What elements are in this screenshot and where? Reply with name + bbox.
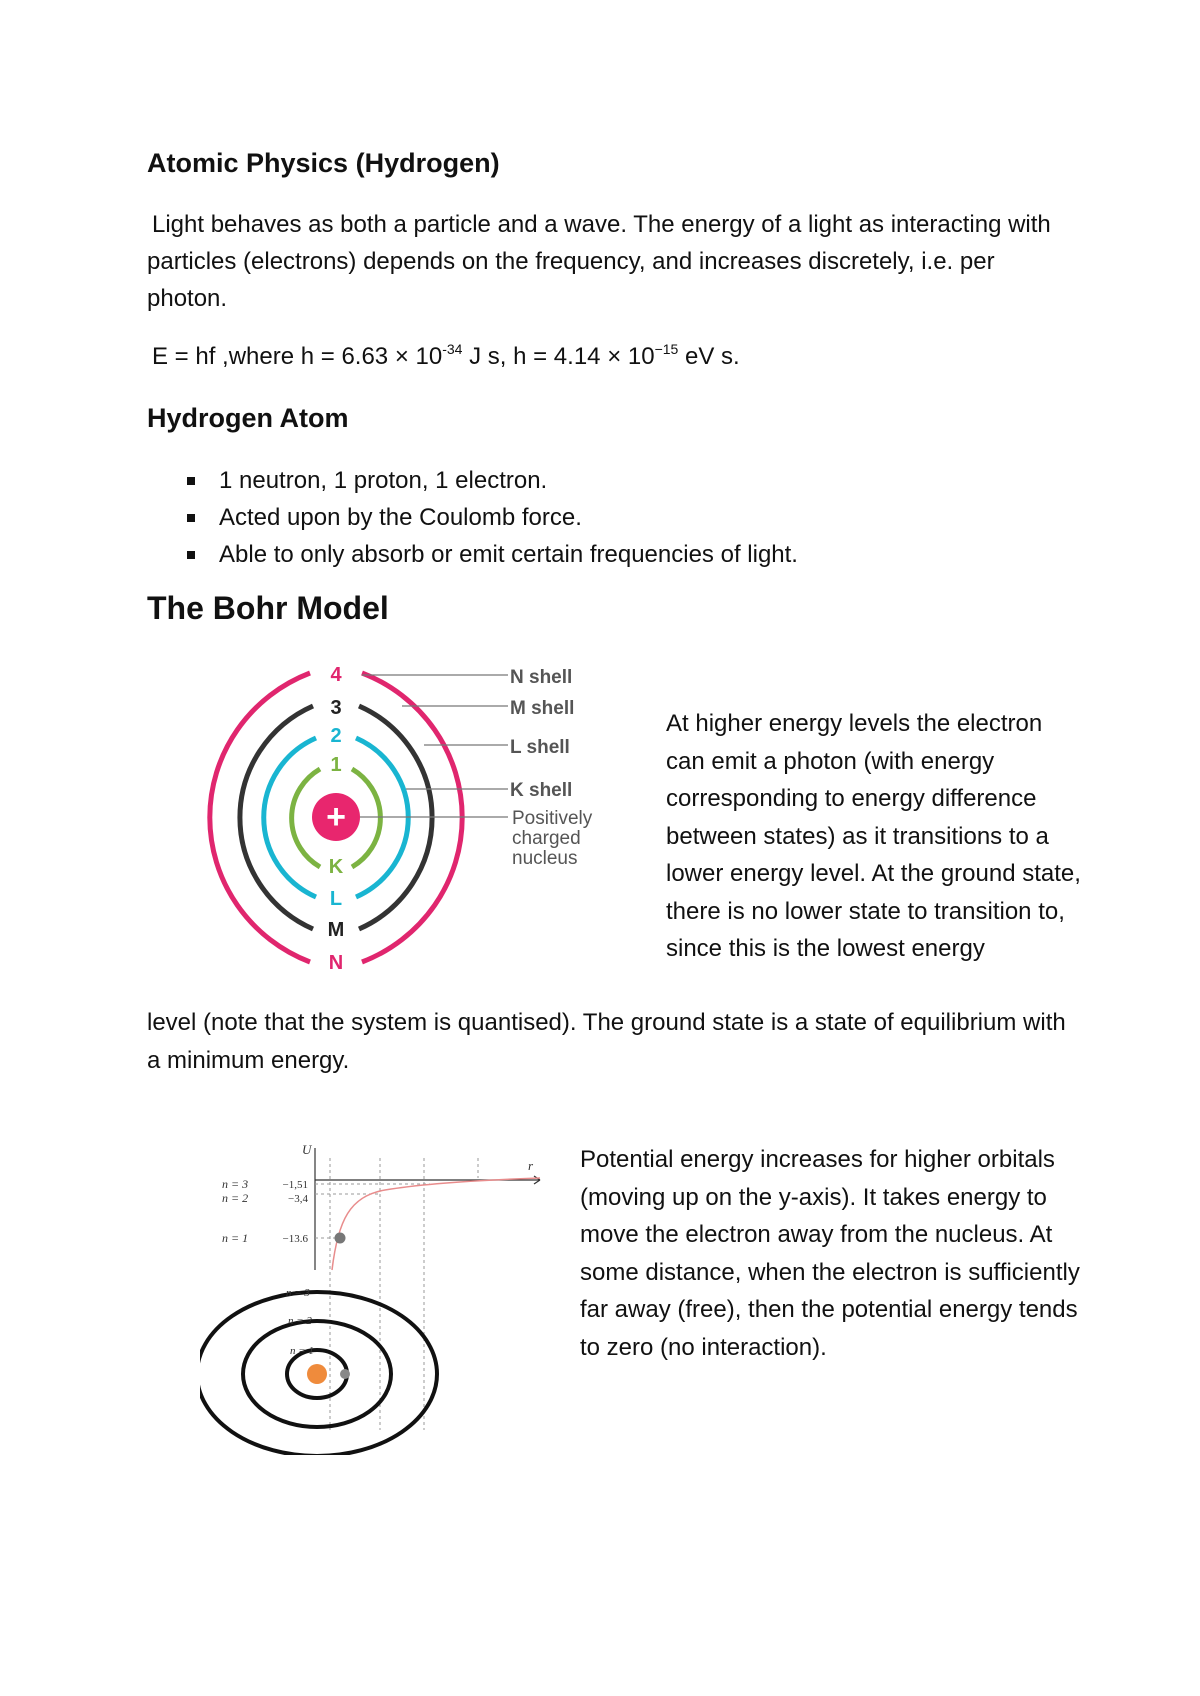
axis-u-label: U — [302, 1142, 312, 1157]
list-item: Able to only absorb or emit certain frequencies of light. — [147, 536, 798, 573]
orbit-label-n3: n = 3 — [286, 1287, 310, 1299]
shell-number-1: 1 — [330, 754, 342, 776]
orbit-label-n2: n = 2 — [288, 1315, 312, 1327]
list-item: 1 neutron, 1 proton, 1 electron. — [147, 462, 798, 499]
level-label-n2: n = 2 — [222, 1191, 249, 1205]
potential-energy-diagram — [200, 1130, 560, 1455]
formula-end: eV s. — [678, 343, 740, 370]
ground-state-point — [335, 1233, 346, 1244]
label-m-shell: M shell — [510, 698, 575, 719]
bullet-square-icon — [187, 514, 195, 522]
potential-curve — [332, 1178, 540, 1270]
bullet-square-icon — [187, 551, 195, 559]
label-nucleus-line3: nucleus — [512, 848, 578, 869]
bohr-text-continued: level (note that the system is quantised). The ground state is a state of equilibrium with a minimum energy. — [147, 1009, 1066, 1074]
electron-icon — [340, 1369, 350, 1379]
list-item: Acted upon by the Coulomb force. — [147, 499, 798, 536]
bohr-text-right: At higher energy levels the electron can emit a photon (with energy corresponding to energy difference between states) as it transitions to a lower energy level. At the ground state, there is no lower state to transition to, since this is the lowest energy — [666, 710, 1081, 962]
axis-r-label: r — [528, 1158, 534, 1173]
bullet-square-icon — [187, 477, 195, 485]
label-k-shell: K shell — [510, 780, 573, 801]
shell-letter-m: M — [327, 919, 345, 941]
shell-number-2: 2 — [330, 725, 342, 747]
label-n-shell: N shell — [510, 667, 573, 688]
label-nucleus-line1: Positively — [512, 808, 593, 829]
nucleus-symbol: + — [326, 798, 346, 836]
bohr-model-diagram — [170, 645, 610, 985]
orbit-label-n1: n = 1 — [290, 1345, 314, 1357]
formula-exp2: −15 — [654, 341, 679, 357]
shell-letter-l: L — [329, 888, 343, 910]
level-value-n2: −3,4 — [288, 1193, 308, 1205]
formula-main: E = hf ,where h = 6.63 × 10 — [152, 343, 443, 370]
level-value-n3: −1,51 — [282, 1179, 308, 1191]
energy-formula — [147, 338, 740, 375]
intro-text: Light behaves as both a particle and a wave. The energy of a light as interacting with particles (electrons) depends on the frequency, and increases discretely, i.e. per photon. — [147, 211, 1051, 312]
page-title: Atomic Physics (Hydrogen) — [147, 148, 500, 178]
potential-text: Potential energy increases for higher orbitals (moving up on the y-axis). It takes energy to move the electron away from the nucleus. At some distance, when the electron is sufficiently far away (free), then the potential energy tends to zero (no interaction). — [580, 1146, 1080, 1361]
level-label-n3: n = 3 — [222, 1177, 249, 1191]
level-label-n1: n = 1 — [222, 1231, 249, 1245]
shell-number-3: 3 — [330, 697, 342, 719]
label-l-shell: L shell — [510, 737, 570, 758]
shell-number-4: 4 — [330, 664, 342, 686]
intro-paragraph — [147, 206, 1077, 317]
bohr-heading: The Bohr Model — [147, 590, 389, 626]
hydrogen-heading: Hydrogen Atom — [147, 403, 349, 433]
level-value-n1: −13.6 — [282, 1233, 308, 1245]
formula-mid: J s, h = 4.14 × 10 — [462, 343, 655, 370]
hydrogen-bullet-list — [147, 462, 798, 573]
nucleus-icon — [307, 1364, 327, 1384]
label-nucleus-line2: charged — [512, 828, 581, 849]
shell-letter-k: K — [328, 856, 344, 878]
formula-exp1: -34 — [442, 341, 463, 357]
shell-letter-n: N — [328, 952, 344, 974]
